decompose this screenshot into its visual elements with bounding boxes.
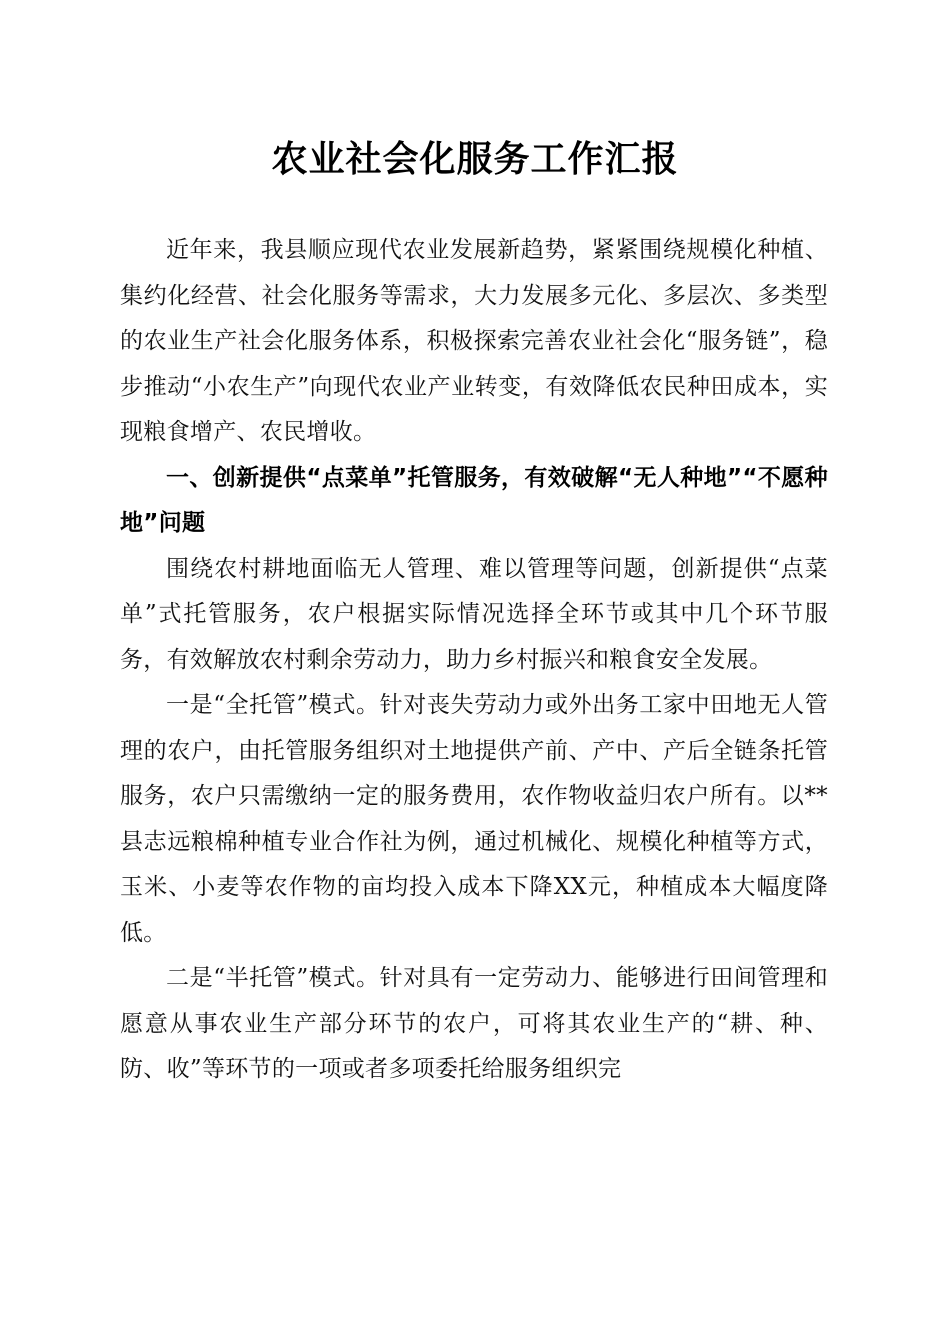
half-custody-paragraph: 二是“半托管”模式。针对具有一定劳动力、能够进行田间管理和愿意从事农业生产部分环节的农户，可将其农业生产的“耕、种、防、收”等环节的一项或者多项委托给服务组织完 xyxy=(120,965,828,1082)
section-1-paragraph: 围绕农村耕地面临无人管理、难以管理等问题，创新提供“点菜单”式托管服务，农户根据实际情况选择全环节或其中几个环节服务，有效解放农村剩余劳动力，助力乡村振兴和粮食安全发展。 xyxy=(120,555,828,673)
document-body xyxy=(120,228,828,1093)
full-custody-paragraph: 一是“全托管”模式。针对丧失劳动力或外出务工家中田地无人管理的农户，由托管服务组织对土地提供产前、产中、产后全链条托管服务，农户只需缴纳一定的服务费用，农作物收益归农户所有。以**县志远粮棉种植专业合作社为例，通过机械化、规模化种植等方式，玉米、小麦等农作物的亩均投入成本下降XX元，种植成本大幅度降低。 xyxy=(120,692,828,946)
section-heading-1: 一、创新提供“点菜单”托管服务，有效破解“无人种地”“不愿种地”问题 xyxy=(120,464,828,536)
intro-paragraph: 近年来，我县顺应现代农业发展新趋势，紧紧围绕规模化种植、集约化经营、社会化服务等需求，大力发展多元化、多层次、多类型的农业生产社会化服务体系，积极探索完善农业社会化“服务链”，稳步推动“小农生产”向现代农业产业转变，有效降低农民种田成本，实现粮食增产、农民增收。 xyxy=(120,237,828,445)
document-title: 农业社会化服务工作汇报 xyxy=(271,138,679,180)
